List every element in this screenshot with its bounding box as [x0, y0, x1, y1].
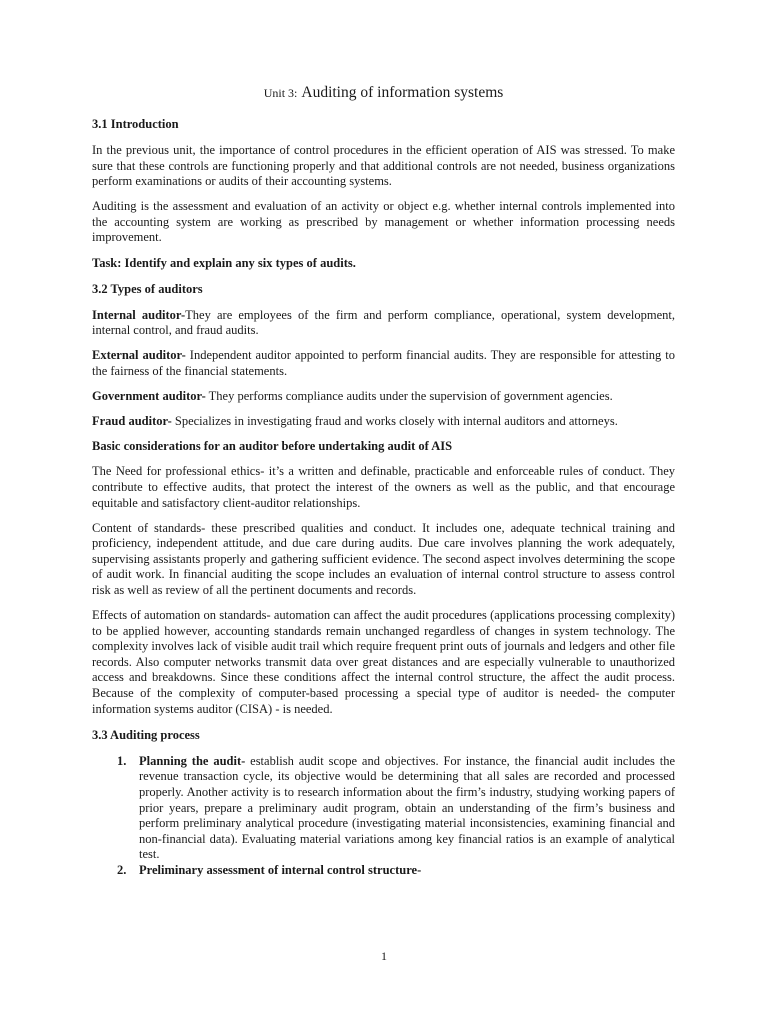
- list-item: [92, 863, 675, 879]
- intro-paragraph-2: Auditing is the assessment and evaluation of an activity or object e.g. whether internal controls implemented into the accounting system are working as prescribed by management or whether information processing needs improvement.: [92, 199, 675, 245]
- list-number: 1.: [117, 753, 127, 768]
- auditing-process-list: [92, 754, 675, 879]
- auditor-term: Internal auditor-: [92, 307, 186, 322]
- task-text: Task: Identify and explain any six types of audits.: [92, 255, 356, 270]
- basic-considerations-heading: Basic considerations for an auditor before undertaking audit of AIS: [92, 439, 453, 454]
- section-3-2-heading: 3.2 Types of auditors: [92, 281, 203, 296]
- auditor-paragraph: [92, 389, 675, 405]
- document-title: [92, 84, 675, 102]
- standards-paragraph: Content of standards- these prescribed qualities and conduct. It includes one, adequate technical training and proficiency, independent attitude, and due care during audits. Due care involves planning the work adequately, supervising assistants properly and gathering sufficient evidence. The second aspect involves determining the scope of audit work. In financial auditing the scope includes an evaluation of internal control structure to assess control risk as well as review of all the pertinent documents and records.: [92, 520, 675, 597]
- title-main: Auditing of information systems: [301, 84, 504, 101]
- intro-paragraph-1: In the previous unit, the importance of control procedures in the efficient operation of AIS was stressed. To make sure that these controls are functioning properly and that additional controls are not needed, business organizations perform examinations or audits of their accounting systems.: [92, 143, 675, 189]
- ethics-paragraph: The Need for professional ethics- it’s a written and definable, practicable and enforceable rules of conduct. They contribute to effective audits, that protect the interest of the owners as well as the public, and that encourage equitable and satisfactory client-auditor relationships.: [92, 464, 675, 510]
- auditor-paragraph: [92, 308, 675, 339]
- auditor-term: External auditor-: [92, 348, 186, 363]
- auditor-desc: They performs compliance audits under the supervision of government agencies.: [205, 389, 613, 404]
- list-number: 2.: [117, 862, 127, 877]
- basic-considerations-heading-paragraph: [92, 439, 675, 455]
- auditor-desc: They are employees of the firm and perform compliance, operational, system development, internal control, and fraud audits.: [92, 307, 675, 338]
- section-3-3-heading: 3.3 Auditing process: [92, 727, 200, 742]
- auditor-paragraph: [92, 348, 675, 379]
- list-item: [92, 754, 675, 863]
- step-term: Preliminary assessment of internal control structure-: [139, 862, 422, 877]
- unit-label: Unit 3:: [263, 86, 298, 100]
- section-3-1-heading: 3.1 Introduction: [92, 117, 179, 131]
- document-page: [92, 84, 675, 878]
- automation-paragraph: Effects of automation on standards- automation can affect the audit procedures (applications processing complexity) to be applied however, accounting standards remain unchanged regardless of changes in system technology. The complexity involves lack of visible audit trail which require frequent print outs of journals and ledgers and other file records. Also computer networks transmit data over great distances and are especially vulnerable to unauthorized access and breakdowns. Since these conditions affect the internal control structure, the affect the audit process. Because of the complexity of computer-based processing a special type of auditor is needed- the computer information systems auditor (CISA) - is needed.: [92, 608, 675, 716]
- step-desc: establish audit scope and objectives. For instance, the financial audit includes the revenue transaction cycle, its objective would be determining that all sales are recorded and processed properly. Another activity is to research information about the firm’s industry, studying working papers of prior years, prepare a preliminary audit program, obtain an understanding of the firm’s business and perform preliminary analytical procedure (investigating material inconsistencies, examining financial and non-financial data). Evaluating material variations among key financial ratios is an example of analytical test.: [139, 753, 675, 862]
- auditor-term: Fraud auditor-: [92, 414, 172, 429]
- auditor-desc: Specializes in investigating fraud and works closely with internal auditors and attorneys.: [171, 414, 618, 429]
- auditor-term: Government auditor-: [92, 389, 206, 404]
- page-number: 1: [381, 949, 387, 963]
- task-paragraph: [92, 256, 675, 272]
- auditor-paragraph: [92, 414, 675, 430]
- auditor-desc: Independent auditor appointed to perform financial audits. They are responsible for attesting to the fairness of the financial statements.: [92, 348, 675, 378]
- step-term: Planning the audit-: [139, 753, 246, 768]
